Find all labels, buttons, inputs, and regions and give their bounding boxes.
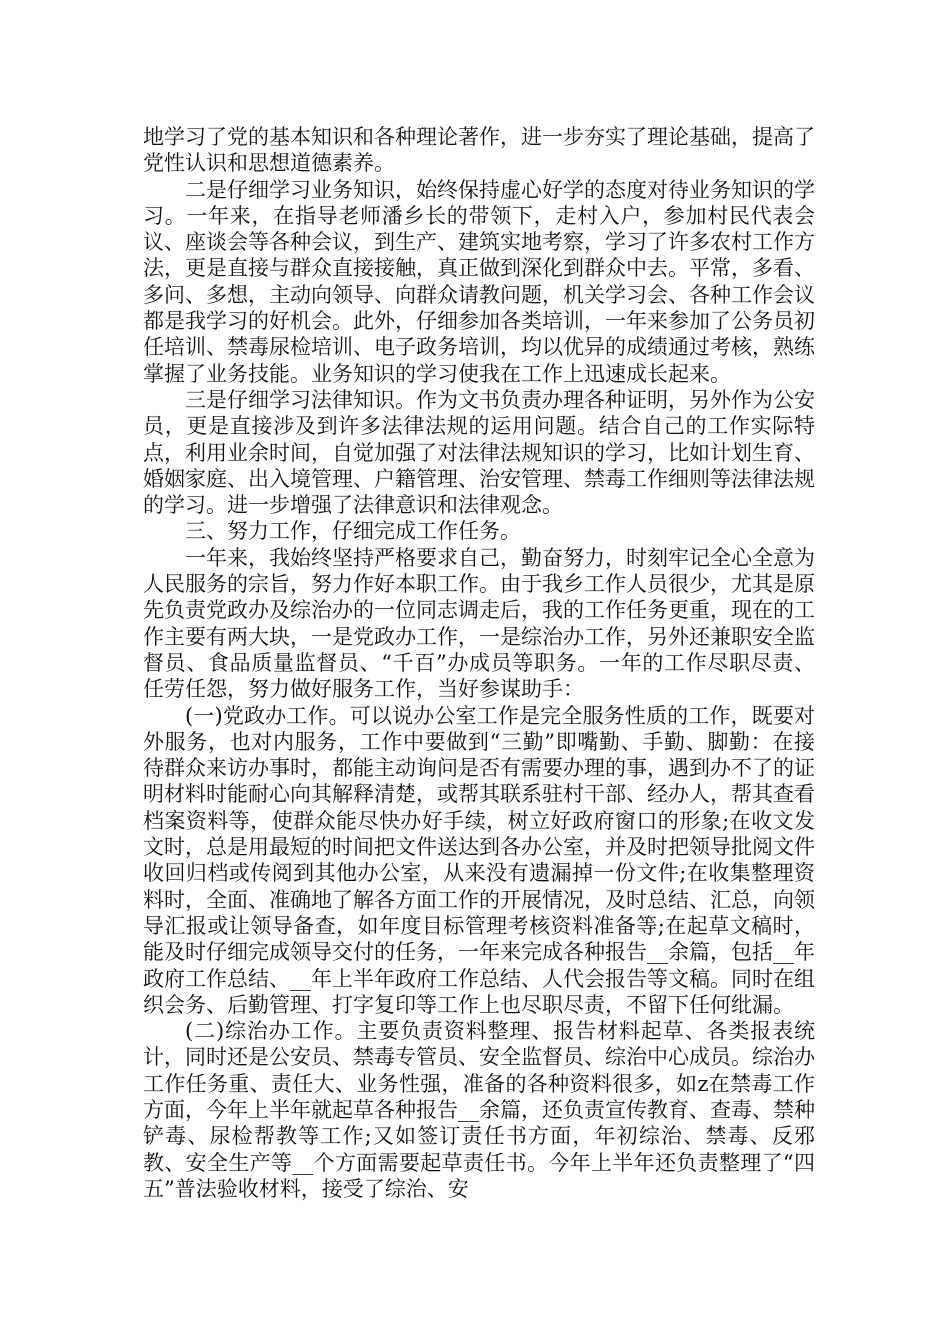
paragraph-5: (一)党政办工作。可以说办公室工作是完全服务性质的工作，既要对外服务，也对内服务，工作中要做到“三勤”即嘴勤、手勤、脚勤：在接待群众来访办事时，都能主动询问是否有需要办理的事，遇到办不了的证明材料时能耐心向其解释清楚，或帮其联系驻村干部、经办人，帮其查看档案资料等，使群众能尽快办好手续，树立好政府窗口的形象;在收文发文时，总是用最短的时间把文件送达到各办公室，并及时把领导批阅文件收回归档或传阅到其他办公室，从来没有遗漏掉一份文件;在收集整理资料时，全面、准确地了解各方面工作的开展情况，及时总结、汇总，向领导汇报或让领导备查，如年度目标管理考核资料准备等;在起草文稿时，能及时仔细完成领导交付的任务，一年来完成各种报告__余篇，包括__年政府工作总结、__年上半年政府工作总结、人代会报告等文稿。同时在组织会务、后勤管理、打字复印等工作上也尽职尽责，不留下任何纰漏。 [143,703,815,1017]
document-body [143,124,815,1202]
paragraph-4: 一年来，我始终坚持严格要求自己，勤奋努力，时刻牢记全心全意为人民服务的宗旨，努力作好本职工作。由于我乡工作人员很少，尤其是原先负责党政办及综治办的一位同志调走后，我的工作任务更重，现在的工作主要有两大块，一是党政办工作，一是综治办工作，另外还兼职安全监督员、食品质量监督员、“千百”办成员等职务。一年的工作尽职尽责、任劳任怨，努力做好服务工作，当好参谋助手： [143,545,815,702]
paragraph-2: 二是仔细学习业务知识，始终保持虚心好学的态度对待业务知识的学习。一年来，在指导老师潘乡长的带领下，走村入户，参加村民代表会议、座谈会等各种会议，到生产、建筑实地考察，学习了许多农村工作方法，更是直接与群众直接接触，真正做到深化到群众中去。平常，多看、多问、多想，主动向领导、向群众请教问题，机关学习会、各种工作会议都是我学习的好机会。此外，仔细参加各类培训，一年来参加了公务员初任培训、禁毒尿检培训、电子政务培训，均以优异的成绩通过考核，熟练掌握了业务技能。业务知识的学习使我在工作上迅速成长起来。 [143,177,815,386]
paragraph-3: 三是仔细学习法律知识。作为文书负责办理各种证明，另外作为公安员，更是直接涉及到许多法律法规的运用问题。结合自己的工作实际特点，利用业余时间，自觉加强了对法律法规知识的学习，比如计划生育、婚姻家庭、出入境管理、户籍管理、治安管理、禁毒工作细则等法律法规的学习。进一步增强了法律意识和法律观念。 [143,387,815,518]
paragraph-1: 地学习了党的基本知识和各种理论著作，进一步夯实了理论基础，提高了党性认识和思想道德素养。 [143,125,815,176]
section-heading-3: 三、努力工作，仔细完成工作任务。 [185,519,521,544]
paragraph-6: (二)综治办工作。主要负责资料整理、报告材料起草、各类报表统计，同时还是公安员、禁毒专管员、安全监督员、综治中心成员。综治办工作任务重、责任大、业务性强，准备的各种资料很多，如z在禁毒工作方面，今年上半年就起草各种报告__余篇，还负责宣传教育、查毒、禁种铲毒、尿检帮教等工作;又如签订责任书方面，年初综治、禁毒、反邪教、安全生产等__个方面需要起草责任书。今年上半年还负责整理了“四五”普法验收材料，接受了综治、安 [143,1019,815,1201]
